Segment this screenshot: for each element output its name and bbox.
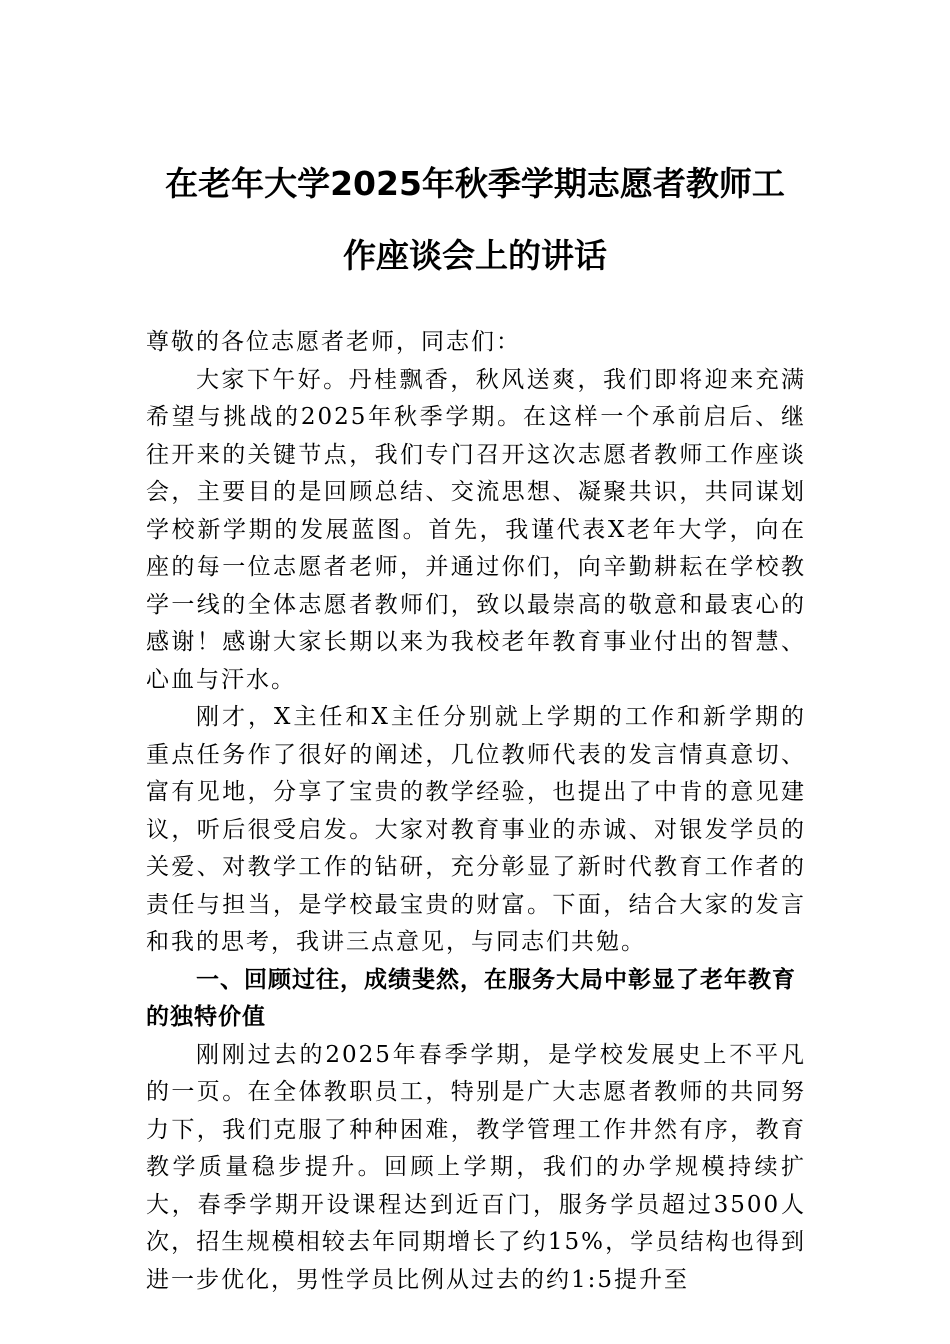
document-title: [140, 148, 810, 292]
document-title-line-1: 在老年大学2025年秋季学期志愿者教师工: [165, 164, 785, 203]
document-title-line-2: 作座谈会上的讲话: [343, 236, 607, 275]
paragraph-opening: 大家下午好。丹桂飘香，秋风送爽，我们即将迎来充满希望与挑战的2025年秋季学期。在这样一个承前启后、继往开来的关键节点，我们专门召开这次志愿者教师工作座谈会，主要目的是回顾总结、交流思想、凝聚共识，共同谋划学校新学期的发展蓝图。首先，我谨代表X老年大学，向在座的每一位志愿者老师，并通过你们，向辛勤耕耘在学校教学一线的全体志愿者教师们，致以最崇高的敬意和最衷心的感谢！感谢大家长期以来为我校老年教育事业付出的智慧、心血与汗水。: [146, 366, 806, 693]
paragraph-section-1: 刚刚过去的2025年春季学期，是学校发展史上不平凡的一页。在全体教职员工，特别是广大志愿者教师的共同努力下，我们克服了种种困难，教学管理工作井然有序，教育教学质量稳步提升。回顾上学期，我们的办学规模持续扩大，春季学期开设课程达到近百门，服务学员超过3500人次，招生规模相较去年同期增长了约15%，学员结构也得到进一步优化，男性学员比例从过去的约1:5提升至: [146, 1041, 806, 1293]
salutation: 尊敬的各位志愿者老师，同志们：: [146, 329, 521, 355]
paragraph-response: 刚才，X主任和X主任分别就上学期的工作和新学期的重点任务作了很好的阐述，几位教师代表的发言情真意切、富有见地，分享了宝贵的教学经验，也提出了中肯的意见建议，听后很受启发。大家对教育事业的赤诚、对银发学员的关爱、对教学工作的钻研，充分彰显了新时代教育工作者的责任与担当，是学校最宝贵的财富。下面，结合大家的发言和我的思考，我讲三点意见，与同志们共勉。: [146, 704, 806, 955]
document-body: [146, 324, 806, 1299]
section-heading-1: 一、回顾过往，成绩斐然，在服务大局中彰显了老年教育的独特价值: [146, 966, 796, 1030]
